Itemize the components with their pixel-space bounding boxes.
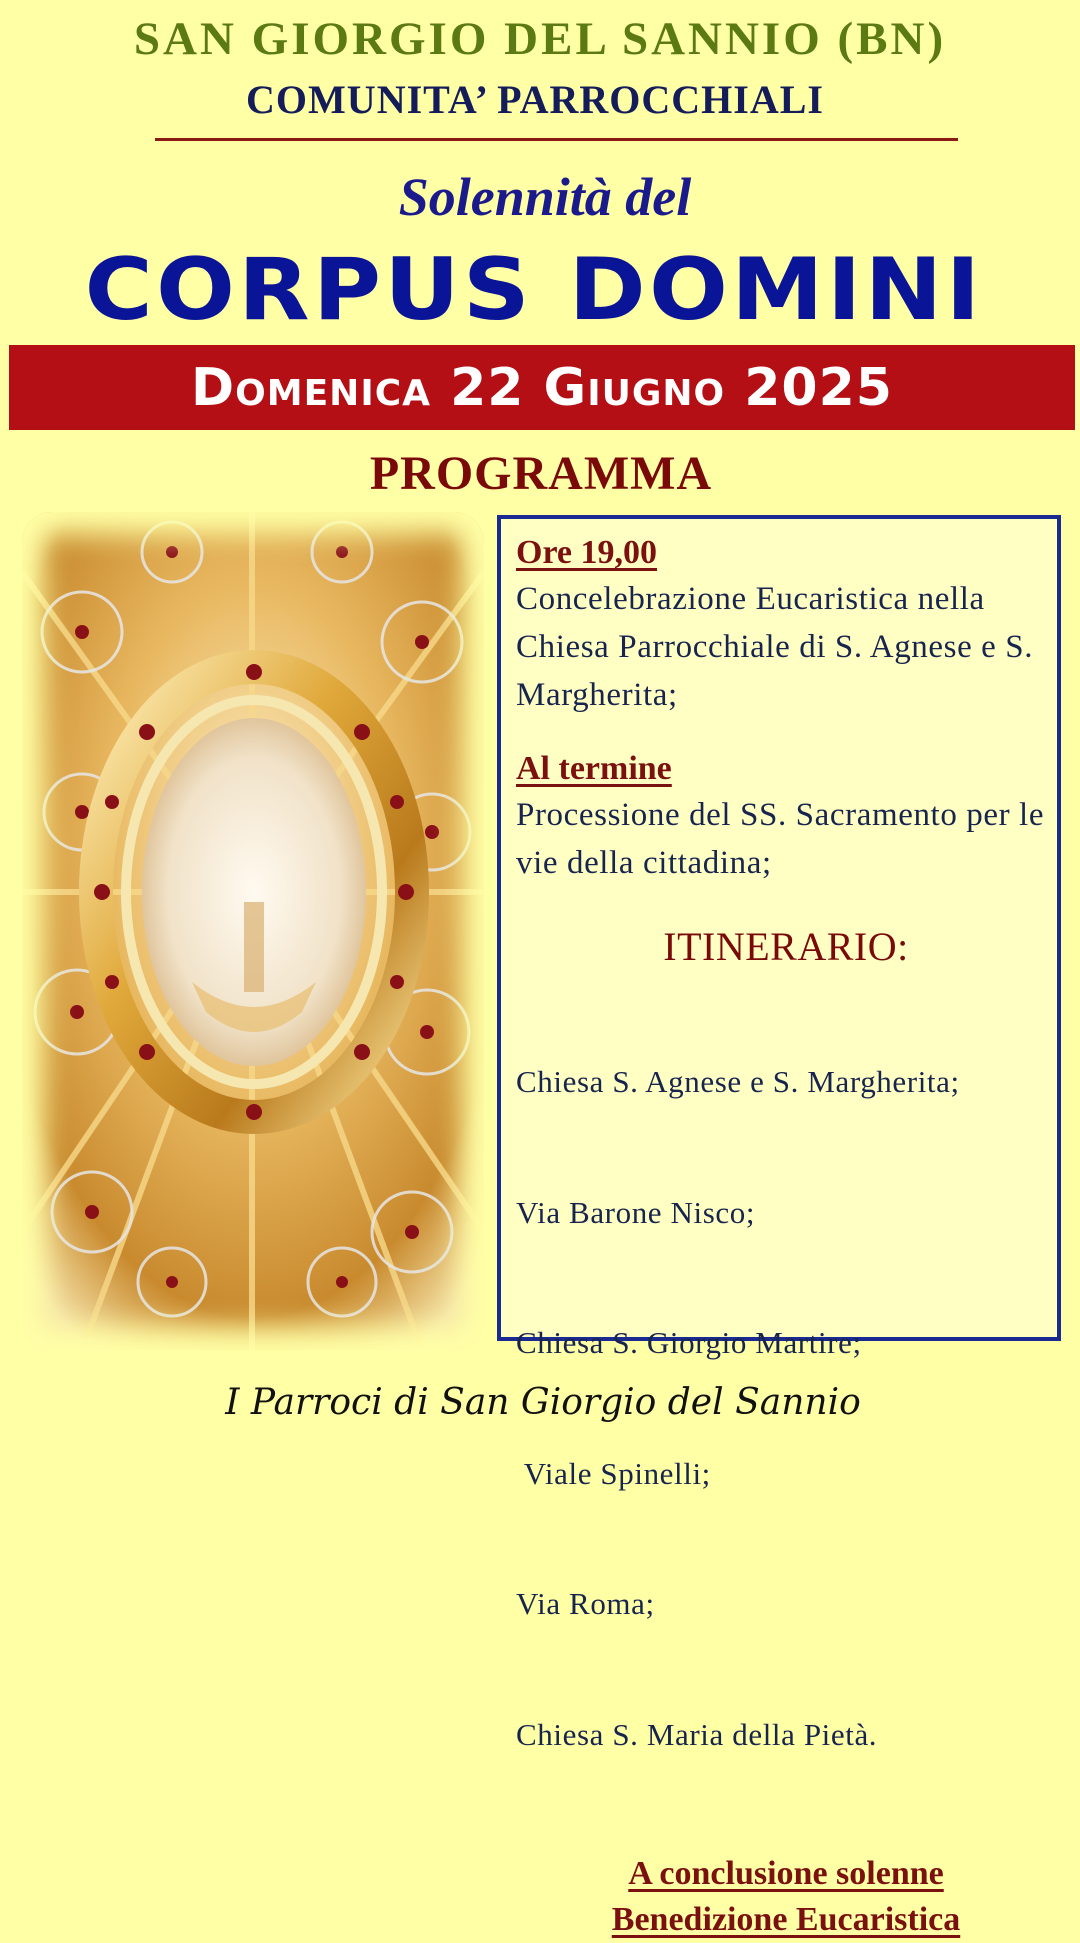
conclusion-line-1: A conclusione solenne <box>628 1855 944 1892</box>
town-heading: SAN GIORGIO DEL SANNIO (BN) <box>133 13 947 65</box>
conclusion-line-2: Benedizione Eucaristica <box>611 1901 961 1938</box>
itinerary-title: ITINERARIO: <box>663 924 909 969</box>
itinerary-item: Chiesa S. Maria della Pietà. <box>516 1716 878 1752</box>
itinerary-item: Via Barone Nisco; <box>516 1194 756 1230</box>
subtitle: Solennità del <box>398 167 692 227</box>
main-title: CORPUS DOMINI <box>84 240 984 340</box>
program-title: PROGRAMMA <box>369 447 713 500</box>
itinerary-item: Viale Spinelli; <box>516 1455 711 1491</box>
after-heading: Al termine <box>516 750 672 787</box>
divider-rule <box>155 138 958 141</box>
signature: I Parroci di San Giorgio del Sannio <box>225 1382 861 1423</box>
time-heading: Ore 19,00 <box>516 534 658 571</box>
procession-description: Processione del SS. Sacramento per le vie della cittadina; <box>516 797 1045 881</box>
itinerary-item: Chiesa S. Giorgio Martire; <box>516 1325 862 1360</box>
date-banner <box>9 345 1075 430</box>
date-text: Domenica 22 Giugno 2025 <box>191 357 893 418</box>
itinerary-item: Chiesa S. Agnese e S. Margherita; <box>516 1064 960 1099</box>
mass-description: Concelebrazione Eucaristica nella Chiesa Parrocchiale di S. Agnese e S. Margherita; <box>516 581 1034 713</box>
monstrance-image <box>22 512 484 1350</box>
communities-heading: COMUNITA’ PARROCCHIALI <box>246 77 824 122</box>
itinerary-item: Via Roma; <box>516 1586 655 1621</box>
